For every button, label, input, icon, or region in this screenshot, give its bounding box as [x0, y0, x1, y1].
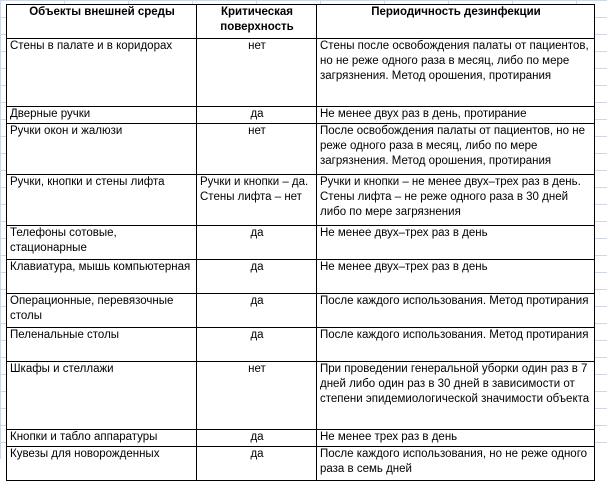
header-disinfection-frequency[interactable]: Периодичность дезинфекции	[317, 5, 595, 39]
cell-object[interactable]: Клавиатура, мышь компьютерная	[7, 260, 197, 294]
cell-object[interactable]: Ручки, кнопки и стены лифта	[7, 175, 197, 226]
table-row	[7, 362, 595, 430]
table-row	[7, 260, 595, 294]
cell-frequency[interactable]: После каждого использования. Метод протирания	[317, 294, 595, 328]
cell-critical[interactable]: да	[197, 107, 317, 124]
cell-frequency[interactable]: Не менее двух–трех раз в день	[317, 226, 595, 260]
header-critical-surface[interactable]: Критическая поверхность	[197, 5, 317, 39]
cell-frequency[interactable]: Ручки и кнопки – не менее двух–трех раз в день. Стены лифта – не реже одного раза в 30 дней либо по мере загрязнения	[317, 175, 595, 226]
cell-object[interactable]: Телефоны сотовые, стационарные	[7, 226, 197, 260]
table-row	[7, 430, 595, 447]
cell-object[interactable]: Ручки окон и жалюзи	[7, 124, 197, 175]
disinfection-table	[6, 4, 595, 481]
cell-object[interactable]: Дверные ручки	[7, 107, 197, 124]
table-row	[7, 226, 595, 260]
cell-critical[interactable]: да	[197, 328, 317, 362]
cell-critical[interactable]: да	[197, 447, 317, 481]
cell-object[interactable]: Операционные, перевязочные столы	[7, 294, 197, 328]
cell-frequency[interactable]: Не менее трех раз в день	[317, 430, 595, 447]
cell-object[interactable]: Стены в палате и в коридорах	[7, 39, 197, 107]
cell-object[interactable]: Пеленальные столы	[7, 328, 197, 362]
cell-critical[interactable]: да	[197, 260, 317, 294]
table-row	[7, 107, 595, 124]
table-row	[7, 124, 595, 175]
table-row	[7, 175, 595, 226]
cell-critical[interactable]: нет	[197, 124, 317, 175]
cell-frequency[interactable]: После освобождения палаты от пациентов, но не реже одного раза в месяц, либо по мере загрязнения. Метод орошения, протирания	[317, 124, 595, 175]
table-header-row	[7, 5, 595, 39]
table-row	[7, 328, 595, 362]
table-row	[7, 447, 595, 481]
cell-object[interactable]: Кнопки и табло аппаратуры	[7, 430, 197, 447]
cell-frequency[interactable]: Стены после освобождения палаты от пациентов, но не реже одного раза в месяц, либо по мере загрязнения. Метод орошения, протирания	[317, 39, 595, 107]
cell-frequency[interactable]: После каждого использования. Метод протирания	[317, 328, 595, 362]
cell-frequency[interactable]: При проведении генеральной уборки один раз в 7 дней либо один раз в 30 дней в зависимости от степени эпидемиологической значимости объекта	[317, 362, 595, 430]
cell-object[interactable]: Шкафы и стеллажи	[7, 362, 197, 430]
cell-object[interactable]: Кувезы для новорожденных	[7, 447, 197, 481]
header-objects[interactable]: Объекты внешней среды	[7, 5, 197, 39]
cell-critical[interactable]: нет	[197, 39, 317, 107]
cell-critical[interactable]: да	[197, 430, 317, 447]
table-row	[7, 294, 595, 328]
cell-frequency[interactable]: После каждого использования, но не реже одного раза в семь дней	[317, 447, 595, 481]
cell-critical[interactable]: да	[197, 226, 317, 260]
cell-frequency[interactable]: Не менее двух раз в день, протирание	[317, 107, 595, 124]
table-row	[7, 39, 595, 107]
cell-critical[interactable]: нет	[197, 362, 317, 430]
cell-critical[interactable]: Ручки и кнопки – да. Стены лифта – нет	[197, 175, 317, 226]
cell-critical[interactable]: да	[197, 294, 317, 328]
cell-frequency[interactable]: Не менее двух–трех раз в день	[317, 260, 595, 294]
